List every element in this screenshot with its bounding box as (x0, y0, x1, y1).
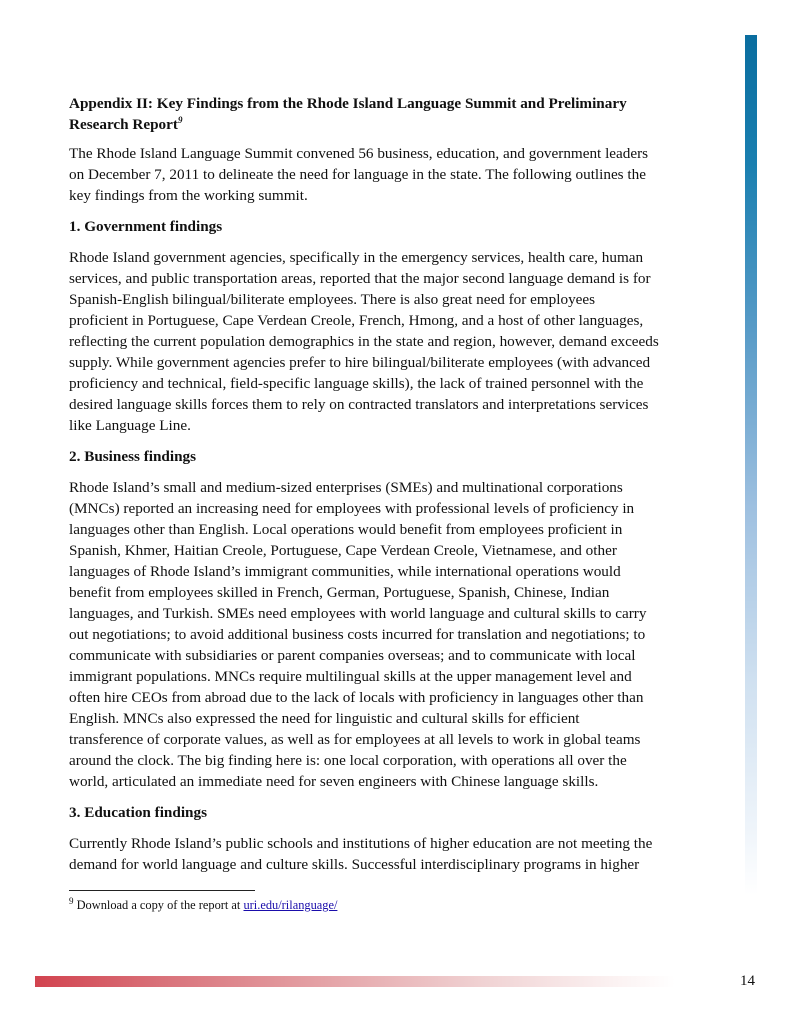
text-line: benefit from employees skilled in French, German, Portuguese, Spanish, Chinese, Indian (69, 584, 610, 601)
text-line: languages of Rhode Island’s immigrant communities, while international operations would (69, 563, 621, 580)
title-line-1: Appendix II: Key Findings from the Rhode Island Language Summit and Preliminary (69, 95, 627, 112)
text-line: demand for world language and culture skills. Successful interdisciplinary programs in higher (69, 856, 640, 873)
text-line: (MNCs) reported an increasing need for employees with professional levels of proficiency in (69, 500, 635, 517)
text-line: transference of corporate values, as well as for employees at all levels to work in global teams (69, 731, 641, 748)
text-line: desired language skills forces them to rely on contracted translators and interpretations services (69, 396, 649, 413)
section-heading-government: 1. Government findings (69, 218, 223, 235)
page-number: 14 (740, 973, 755, 989)
text-line: world, articulated an immediate need for seven engineers with Chinese language skills. (69, 773, 599, 790)
text-line: around the clock. The big finding here is: one local corporation, with operations all over the (69, 752, 627, 769)
appendix-title (69, 93, 669, 135)
footnote-text: Download a copy of the report at (73, 898, 244, 912)
intro-paragraph (69, 143, 669, 206)
text-line: out negotiations; to avoid additional business costs incurred for translation and negotiations; to (69, 626, 646, 643)
text-line: Rhode Island’s small and medium-sized enterprises (SMEs) and multinational corporations (69, 479, 623, 496)
text-line: proficient in Portuguese, Cape Verdean Creole, French, Hmong, and a host of other languages, (69, 312, 644, 329)
title-text-2: Research Report (69, 116, 178, 133)
text-line: often hire CEOs from abroad due to the lack of locals with proficiency in languages other than (69, 689, 644, 706)
text-line: communicate with subsidiaries or parent companies overseas; and to communicate with local (69, 647, 636, 664)
text-line: The Rhode Island Language Summit convened 56 business, education, and government leaders (69, 145, 649, 162)
decorative-side-bar (745, 35, 757, 895)
section-heading-business: 2. Business findings (69, 448, 197, 465)
decorative-bottom-bar (35, 976, 675, 987)
text-line: Currently Rhode Island’s public schools and institutions of higher education are not meeting the (69, 835, 653, 852)
education-findings-paragraph (69, 833, 669, 875)
document-body (69, 93, 669, 885)
text-line: English. MNCs also expressed the need for linguistic and cultural skills for efficient (69, 710, 580, 727)
text-line: Rhode Island government agencies, specifically in the emergency services, health care, human (69, 249, 644, 266)
business-findings-paragraph (69, 477, 669, 792)
text-line: Spanish, Khmer, Haitian Creole, Portuguese, Cape Verdean Creole, Vietnamese, and other (69, 542, 617, 559)
text-line: like Language Line. (69, 417, 191, 434)
title-line-2 (69, 114, 669, 135)
section-heading-education: 3. Education findings (69, 804, 208, 821)
text-line: on December 7, 2011 to delineate the need for language in the state. The following outlines the (69, 166, 646, 183)
text-line: services, and public transportation areas, reported that the major second language demand is for (69, 270, 651, 287)
text-line: reflecting the current population demographics in the state and region, however, demand exceeds (69, 333, 659, 350)
government-findings-paragraph (69, 247, 669, 436)
footnote-divider (69, 890, 255, 891)
text-line: Spanish-English bilingual/biliterate employees. There is also great need for employees (69, 291, 596, 308)
report-link[interactable]: uri.edu/rilanguage/ (243, 898, 338, 912)
text-line: languages, and Turkish. SMEs need employees with world language and cultural skills to carry (69, 605, 647, 622)
text-line: key findings from the working summit. (69, 187, 308, 204)
footnote-reference[interactable]: 9 (177, 114, 183, 125)
text-line: supply. While government agencies prefer to hire bilingual/biliterate employees (with advanced (69, 354, 651, 371)
footnote (69, 897, 337, 913)
footnote-number: 9 (69, 895, 74, 906)
text-line: languages other than English. Local operations would benefit from employees proficient in (69, 521, 623, 538)
text-line: immigrant populations. MNCs require multilingual skills at the upper management level and (69, 668, 632, 685)
text-line: proficiency and technical, field-specific language skills), the lack of trained personnel with the (69, 375, 644, 392)
